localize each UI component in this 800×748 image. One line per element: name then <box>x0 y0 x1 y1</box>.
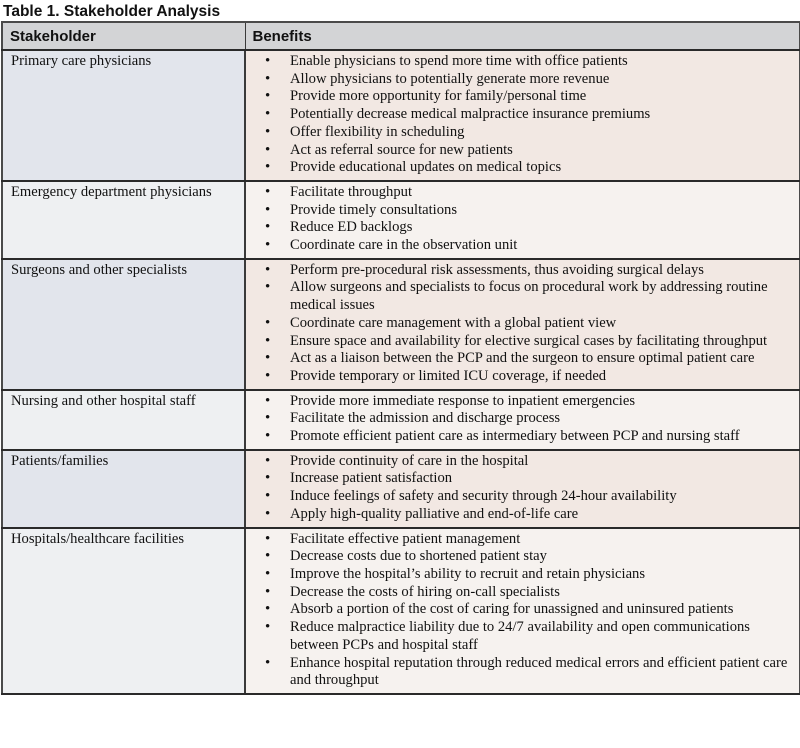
benefit-item: • Provide more opportunity for family/personal time <box>254 88 791 106</box>
benefits-list <box>254 262 791 386</box>
column-header-stakeholder: Stakeholder <box>2 22 245 50</box>
benefit-item: • Absorb a portion of the cost of caring for unassigned and uninsured patients <box>254 601 791 619</box>
table-row <box>2 528 800 694</box>
benefit-item: • Ensure space and availability for elective surgical cases by facilitating throughput <box>254 333 791 351</box>
benefits-cell <box>245 50 800 181</box>
benefit-item: • Allow surgeons and specialists to focus on procedural work by addressing routine medical issues <box>254 279 791 314</box>
benefits-list <box>254 453 791 524</box>
table-row <box>2 50 800 181</box>
benefit-item: • Provide continuity of care in the hospital <box>254 453 791 471</box>
benefit-item: • Increase patient satisfaction <box>254 470 791 488</box>
benefits-cell <box>245 450 800 528</box>
benefit-item: • Facilitate the admission and discharge process <box>254 410 791 428</box>
table-caption: Table 1. Stakeholder Analysis <box>3 3 221 20</box>
stakeholder-cell: Primary care physicians <box>2 50 245 181</box>
benefit-item: • Reduce malpractice liability due to 24/7 availability and open communications between PCPs and hospital staff <box>254 619 791 654</box>
benefits-cell <box>245 181 800 259</box>
benefit-item: • Reduce ED backlogs <box>254 219 791 237</box>
benefit-item: • Provide educational updates on medical topics <box>254 159 791 177</box>
benefit-item: • Offer flexibility in scheduling <box>254 124 791 142</box>
benefit-item: • Perform pre-procedural risk assessments, thus avoiding surgical delays <box>254 262 791 280</box>
stakeholder-cell: Hospitals/healthcare facilities <box>2 528 245 694</box>
benefits-list <box>254 531 791 690</box>
benefit-item: • Facilitate throughput <box>254 184 791 202</box>
benefits-list <box>254 184 791 255</box>
table-row <box>2 390 800 450</box>
benefit-item: • Promote efficient patient care as intermediary between PCP and nursing staff <box>254 428 791 446</box>
benefit-item: • Act as referral source for new patients <box>254 142 791 160</box>
table-row <box>2 450 800 528</box>
benefit-item: • Facilitate effective patient management <box>254 531 791 549</box>
benefit-item: • Decrease costs due to shortened patient stay <box>254 548 791 566</box>
table-row <box>2 259 800 390</box>
benefits-cell <box>245 390 800 450</box>
benefits-list <box>254 53 791 177</box>
stakeholder-cell: Surgeons and other specialists <box>2 259 245 390</box>
benefit-item: • Provide temporary or limited ICU coverage, if needed <box>254 368 791 386</box>
benefits-cell <box>245 259 800 390</box>
column-header-benefits: Benefits <box>245 22 800 50</box>
benefit-item: • Potentially decrease medical malpractice insurance premiums <box>254 106 791 124</box>
stakeholder-cell: Emergency department physicians <box>2 181 245 259</box>
table-row <box>2 181 800 259</box>
benefit-item: • Coordinate care management with a global patient view <box>254 315 791 333</box>
table-header-row <box>2 22 800 50</box>
stakeholder-cell: Patients/families <box>2 450 245 528</box>
benefit-item: • Decrease the costs of hiring on-call specialists <box>254 584 791 602</box>
stakeholder-cell: Nursing and other hospital staff <box>2 390 245 450</box>
benefits-cell <box>245 528 800 694</box>
benefit-item: • Provide timely consultations <box>254 202 791 220</box>
benefits-list <box>254 393 791 446</box>
benefit-item: • Enhance hospital reputation through reduced medical errors and efficient patient care and throughput <box>254 655 791 690</box>
benefit-item: • Provide more immediate response to inpatient emergencies <box>254 393 791 411</box>
stakeholder-table <box>1 21 800 695</box>
benefit-item: • Improve the hospital’s ability to recruit and retain physicians <box>254 566 791 584</box>
benefit-item: • Act as a liaison between the PCP and the surgeon to ensure optimal patient care <box>254 350 791 368</box>
benefit-item: • Apply high-quality palliative and end-of-life care <box>254 506 791 524</box>
benefit-item: • Coordinate care in the observation unit <box>254 237 791 255</box>
benefit-item: • Enable physicians to spend more time with office patients <box>254 53 791 71</box>
benefit-item: • Allow physicians to potentially generate more revenue <box>254 71 791 89</box>
benefit-item: • Induce feelings of safety and security through 24-hour availability <box>254 488 791 506</box>
